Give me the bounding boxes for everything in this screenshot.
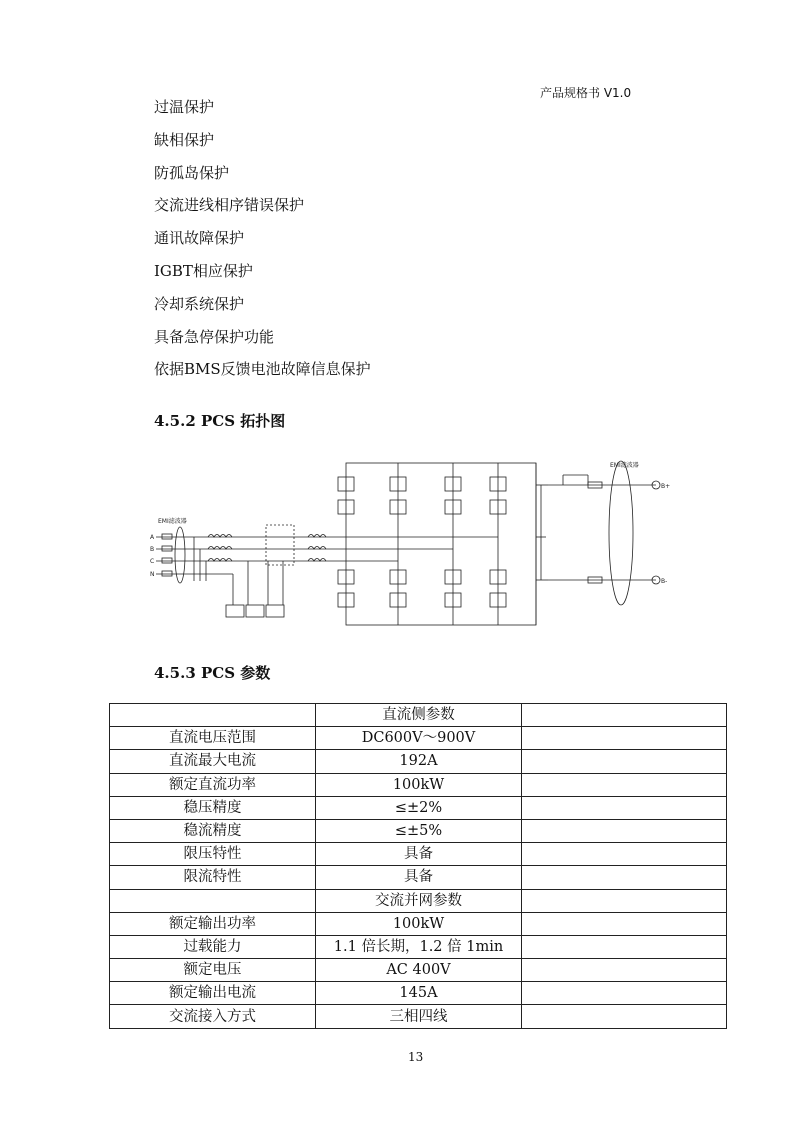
protection-item: 防孤岛保护 (154, 163, 230, 182)
table-cell: 直流侧参数 (316, 704, 522, 727)
protection-item: 过温保护 (154, 98, 215, 116)
table-cell: 145A (316, 982, 522, 1005)
protection-item: 通讯故障保护 (154, 229, 245, 248)
table-cell: 额定电压 (110, 959, 316, 982)
table-cell: 额定输出电流 (110, 982, 316, 1005)
phase-label-c: C (150, 558, 155, 565)
table-cell (522, 727, 727, 750)
table-cell: AC 400V (316, 959, 522, 982)
table-cell: ≤±5% (316, 819, 522, 842)
table-cell: 直流电压范围 (110, 727, 316, 750)
protection-item: 依据BMS反馈电池故障信息保护 (154, 360, 371, 379)
table-cell (522, 704, 727, 727)
table-row (110, 912, 727, 935)
table-cell: 100kW (316, 773, 522, 796)
table-row (110, 727, 727, 750)
doc-version-header: 产品规格书 V1.0 (540, 86, 632, 100)
phase-label-n: N (150, 571, 155, 578)
table-row (110, 843, 727, 866)
table-cell (110, 889, 316, 912)
emi-right-label: EMI滤波器 (610, 462, 639, 469)
table-cell (522, 796, 727, 819)
table-cell: 100kW (316, 912, 522, 935)
table-cell: 1.1 倍长期，1.2 倍 1min (316, 935, 522, 958)
table-cell (522, 959, 727, 982)
dc-plus-label: B+ (661, 483, 671, 490)
table-cell (522, 750, 727, 773)
table-cell (522, 819, 727, 842)
params-heading: 4.5.3 PCS 参数 (154, 664, 271, 682)
table-cell: 过载能力 (110, 935, 316, 958)
table-cell: 交流接入方式 (110, 1005, 316, 1028)
table-cell (522, 1005, 727, 1028)
protection-item: IGBT相应保护 (154, 261, 253, 280)
table-row (110, 819, 727, 842)
table-row (110, 1005, 727, 1028)
table-cell (522, 889, 727, 912)
phase-label-a: A (150, 534, 155, 541)
table-row (110, 982, 727, 1005)
table-cell: 交流并网参数 (316, 889, 522, 912)
table-cell: DC600V～900V (316, 727, 522, 750)
table-cell (522, 773, 727, 796)
table-cell: 额定直流功率 (110, 773, 316, 796)
table-cell (522, 935, 727, 958)
table-cell (522, 982, 727, 1005)
phase-label-b: B (150, 546, 155, 553)
table-cell (522, 843, 727, 866)
protection-item: 具备急停保护功能 (154, 327, 275, 346)
table-cell (522, 866, 727, 889)
page-number: 13 (408, 1050, 424, 1064)
table-row (110, 889, 727, 912)
dc-minus-label: B- (661, 578, 668, 585)
pcs-topology-diagram (148, 455, 671, 640)
table-cell: 三相四线 (316, 1005, 522, 1028)
table-cell: 限压特性 (110, 843, 316, 866)
table-cell (110, 704, 316, 727)
table-cell: 稳压精度 (110, 796, 316, 819)
protection-list (154, 95, 371, 390)
table-row (110, 935, 727, 958)
table-row (110, 959, 727, 982)
pcs-params-table (109, 703, 727, 1029)
table-row (110, 773, 727, 796)
table-cell: ≤±2% (316, 796, 522, 819)
table-row (110, 704, 727, 727)
table-row (110, 796, 727, 819)
emi-left-label: EMI滤波器 (158, 518, 187, 525)
table-row (110, 750, 727, 773)
table-row (110, 866, 727, 889)
table-cell: 具备 (316, 843, 522, 866)
table-cell (522, 912, 727, 935)
table-cell: 稳流精度 (110, 819, 316, 842)
table-cell: 192A (316, 750, 522, 773)
protection-item: 冷却系统保护 (154, 294, 245, 313)
protection-item: 交流进线相序错误保护 (154, 196, 305, 215)
table-cell: 具备 (316, 866, 522, 889)
table-cell: 直流最大电流 (110, 750, 316, 773)
table-cell: 额定输出功率 (110, 912, 316, 935)
protection-item: 缺相保护 (154, 130, 215, 149)
topology-heading: 4.5.2 PCS 拓扑图 (154, 412, 286, 430)
table-cell: 限流特性 (110, 866, 316, 889)
